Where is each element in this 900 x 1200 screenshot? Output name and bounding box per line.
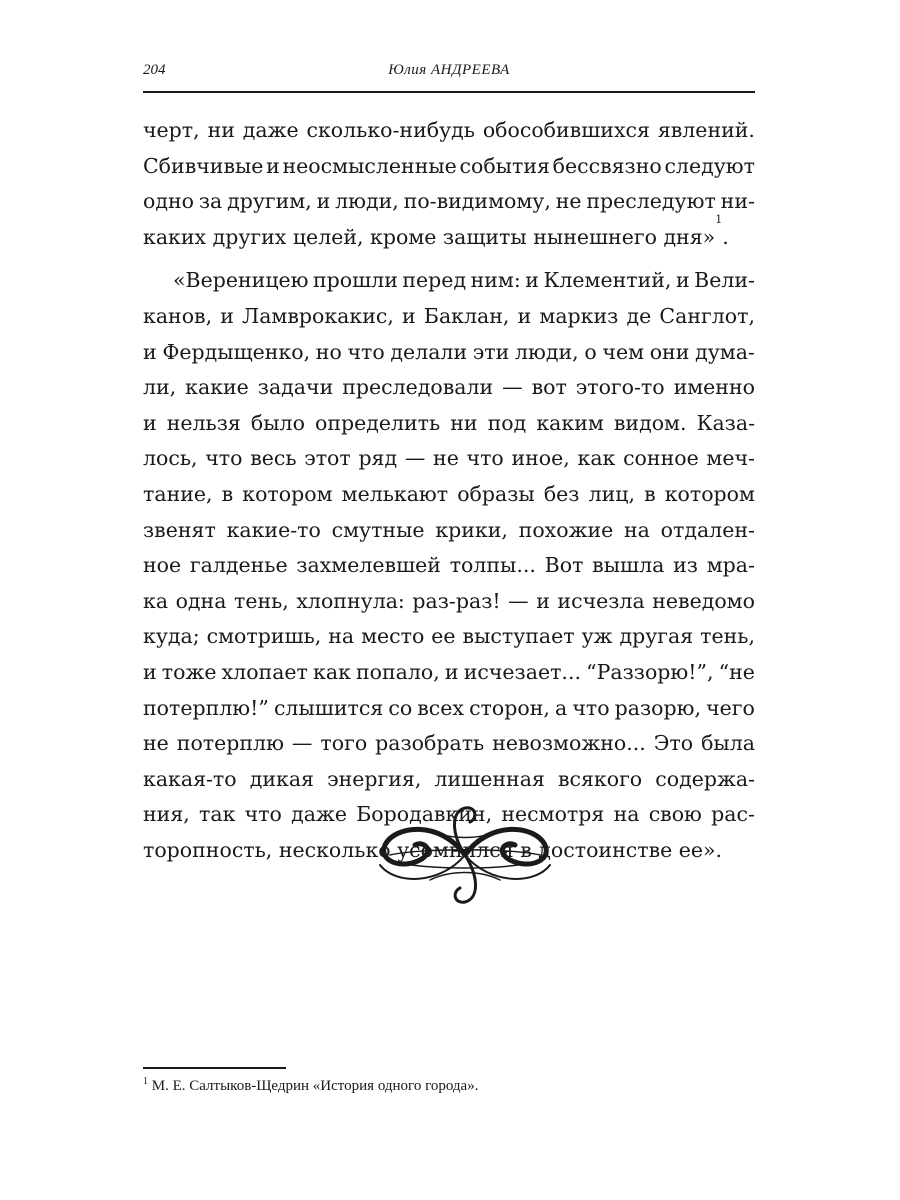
word: в bbox=[221, 481, 234, 506]
word: несмотря bbox=[501, 802, 605, 827]
word: толпы... bbox=[449, 553, 536, 578]
word: попало, bbox=[356, 659, 440, 684]
text-line bbox=[143, 113, 755, 149]
word: энергия, bbox=[327, 766, 422, 791]
word: тание, bbox=[143, 481, 213, 506]
word: ли, bbox=[143, 375, 177, 400]
word: разобрать bbox=[375, 731, 485, 756]
text-line bbox=[143, 726, 755, 762]
word: сонное bbox=[623, 446, 699, 471]
word: — bbox=[404, 446, 426, 471]
word: чего bbox=[706, 695, 755, 720]
word: прошли bbox=[313, 268, 398, 293]
text-line bbox=[143, 762, 755, 798]
text-line bbox=[143, 212, 755, 256]
word: потерплю bbox=[176, 731, 284, 756]
word: мелькают bbox=[341, 481, 449, 506]
text-line bbox=[143, 263, 755, 299]
word: что bbox=[205, 446, 243, 471]
word: ка bbox=[143, 588, 169, 613]
word: сторон, bbox=[469, 695, 550, 720]
text-line bbox=[143, 655, 755, 691]
word: захмелевшей bbox=[296, 553, 441, 578]
text-line bbox=[143, 184, 755, 220]
word: — bbox=[508, 588, 529, 613]
word: из bbox=[673, 553, 698, 578]
word: тоже bbox=[161, 659, 217, 684]
word: в bbox=[644, 481, 656, 506]
text-line bbox=[143, 548, 755, 584]
word: канов, bbox=[143, 303, 213, 328]
word: даже bbox=[242, 118, 299, 142]
word: — bbox=[502, 375, 523, 400]
word: «Вереницею bbox=[173, 268, 309, 293]
word: перед bbox=[402, 268, 467, 293]
word: и bbox=[525, 268, 539, 293]
word: Бородавкин, bbox=[356, 802, 493, 827]
word: ное bbox=[143, 553, 182, 578]
text-line bbox=[143, 406, 755, 442]
word: неведомо bbox=[652, 588, 755, 613]
word: меч- bbox=[706, 446, 755, 471]
word: и bbox=[266, 153, 280, 178]
word: Это bbox=[653, 731, 694, 756]
word: раз-раз! bbox=[412, 588, 501, 613]
word: ряд bbox=[358, 446, 398, 471]
word: и bbox=[316, 189, 331, 214]
word: делали bbox=[390, 339, 468, 364]
word: Баклан, bbox=[423, 303, 510, 328]
word: смутные bbox=[331, 517, 425, 542]
word: Каза- bbox=[696, 410, 755, 435]
word: что bbox=[347, 339, 385, 364]
word: бессвязно bbox=[552, 153, 662, 178]
word: всякого bbox=[557, 766, 643, 791]
word: отдален- bbox=[660, 517, 755, 542]
word: и bbox=[444, 659, 459, 684]
word: невозможно... bbox=[492, 731, 646, 756]
word: нельзя bbox=[166, 410, 241, 435]
word: другим, bbox=[227, 189, 312, 214]
word: чем bbox=[602, 339, 645, 364]
text-line bbox=[143, 584, 755, 620]
word: одна bbox=[175, 588, 227, 613]
word: этого-то bbox=[575, 375, 665, 400]
word: всех bbox=[417, 695, 464, 720]
word: ни bbox=[450, 410, 478, 435]
word: эти bbox=[472, 339, 510, 364]
word: ни bbox=[207, 118, 235, 142]
word: как bbox=[577, 446, 616, 471]
word: и bbox=[143, 339, 157, 364]
text-line bbox=[143, 513, 755, 549]
word: было bbox=[250, 410, 305, 435]
word: звенят bbox=[143, 517, 216, 542]
word: вышла bbox=[592, 553, 665, 578]
word: обособившихся bbox=[482, 118, 650, 142]
word: другая bbox=[619, 624, 694, 649]
word: ни- bbox=[720, 189, 755, 214]
word: видом. bbox=[613, 410, 687, 435]
line-text: торопность, несколько усомнился в достоинстве ее». bbox=[143, 837, 723, 862]
word: преследуют bbox=[586, 189, 716, 214]
word: на bbox=[624, 517, 650, 542]
word: крики, bbox=[435, 517, 508, 542]
word: задачи bbox=[257, 375, 334, 400]
word: и bbox=[536, 588, 550, 613]
word: Ламврокакис, bbox=[242, 303, 394, 328]
word: ее bbox=[431, 624, 456, 649]
word: исчезает... bbox=[463, 659, 581, 684]
word: определить bbox=[314, 410, 441, 435]
word: и bbox=[143, 659, 157, 684]
word: лишенная bbox=[434, 766, 545, 791]
word: под bbox=[487, 410, 527, 435]
word: иное, bbox=[511, 446, 570, 471]
text-line bbox=[143, 441, 755, 477]
running-title: Юлия АНДРЕЕВА bbox=[388, 62, 510, 78]
word: хлопнула: bbox=[296, 588, 405, 613]
footnote bbox=[143, 1076, 478, 1095]
word: о bbox=[584, 339, 597, 364]
line-text: . bbox=[722, 224, 729, 249]
word: как bbox=[313, 659, 351, 684]
word: свою bbox=[648, 802, 702, 827]
text-line bbox=[143, 691, 755, 727]
word: и bbox=[220, 303, 234, 328]
word: тень, bbox=[700, 624, 755, 649]
paragraph-1 bbox=[143, 113, 755, 220]
word: слышится bbox=[273, 695, 384, 720]
word: галденье bbox=[189, 553, 288, 578]
word: сколько-нибудь bbox=[306, 118, 475, 142]
word: весь bbox=[250, 446, 297, 471]
word: одно bbox=[143, 189, 194, 214]
word: место bbox=[361, 624, 425, 649]
word: черт, bbox=[143, 118, 200, 142]
word: исчезла bbox=[557, 588, 645, 613]
word: не bbox=[555, 189, 582, 214]
word: ния, bbox=[143, 802, 190, 827]
word: какие-то bbox=[226, 517, 321, 542]
word: куда; bbox=[143, 624, 200, 649]
word: и bbox=[517, 303, 532, 328]
calligraphic-flourish-icon bbox=[370, 800, 560, 910]
word: этот bbox=[304, 446, 351, 471]
paragraph-2 bbox=[143, 263, 755, 833]
word: какая-то bbox=[143, 766, 237, 791]
text-line bbox=[143, 370, 755, 406]
word: потерплю!” bbox=[143, 695, 269, 720]
word: Санглот, bbox=[659, 303, 755, 328]
word: что bbox=[244, 802, 282, 827]
word: неосмысленные bbox=[282, 153, 457, 178]
header-rule bbox=[143, 91, 755, 93]
word: за bbox=[198, 189, 223, 214]
word: хлопает bbox=[221, 659, 308, 684]
word: какие bbox=[185, 375, 249, 400]
word: — bbox=[291, 731, 313, 756]
footnote-number: 1 bbox=[143, 1076, 148, 1087]
word: именно bbox=[673, 375, 755, 400]
page-number: 204 bbox=[143, 62, 166, 78]
word: Фердыщенко, bbox=[162, 339, 311, 364]
word: Вели- bbox=[694, 268, 755, 293]
word: того bbox=[320, 731, 368, 756]
word: маркиз bbox=[539, 303, 619, 328]
word: котором bbox=[242, 481, 333, 506]
word: не bbox=[433, 446, 459, 471]
word: дикая bbox=[249, 766, 314, 791]
word: была bbox=[701, 731, 755, 756]
word: лиц, bbox=[588, 481, 635, 506]
word: выступает bbox=[462, 624, 575, 649]
word: а bbox=[554, 695, 568, 720]
text-line bbox=[143, 299, 755, 335]
word: явлений. bbox=[657, 118, 755, 142]
word: содержа- bbox=[655, 766, 755, 791]
word: люди, bbox=[335, 189, 399, 214]
word: но bbox=[315, 339, 342, 364]
word: тень, bbox=[234, 588, 289, 613]
word: де bbox=[626, 303, 652, 328]
word: каким bbox=[536, 410, 604, 435]
word: события bbox=[459, 153, 550, 178]
word: лось, bbox=[143, 446, 198, 471]
word: и bbox=[402, 303, 416, 328]
word: что bbox=[572, 695, 610, 720]
word: и bbox=[143, 410, 157, 435]
word: “не bbox=[718, 659, 755, 684]
word: на bbox=[328, 624, 355, 649]
word: по-видимому, bbox=[403, 189, 551, 214]
word: ним: bbox=[470, 268, 521, 293]
word: разорю, bbox=[614, 695, 702, 720]
text-line bbox=[143, 477, 755, 513]
footnote-text: М. Е. Салтыков-Щедрин «История одного города». bbox=[148, 1078, 479, 1094]
word: на bbox=[613, 802, 640, 827]
word: не bbox=[143, 731, 169, 756]
word: котором bbox=[664, 481, 755, 506]
line-text: каких других целей, кроме защиты нынешнего дня» bbox=[143, 224, 716, 249]
word: что bbox=[466, 446, 504, 471]
word: образы bbox=[457, 481, 535, 506]
word: вот bbox=[531, 375, 567, 400]
word: дума- bbox=[695, 339, 755, 364]
word: Сбивчивые bbox=[143, 153, 264, 178]
word: уж bbox=[581, 624, 613, 649]
word: со bbox=[388, 695, 413, 720]
word: мра- bbox=[706, 553, 755, 578]
word: и bbox=[675, 268, 690, 293]
word: люди, bbox=[514, 339, 579, 364]
word: преследовали bbox=[342, 375, 494, 400]
word: Клементий, bbox=[543, 268, 672, 293]
word: рас- bbox=[711, 802, 755, 827]
word: они bbox=[649, 339, 690, 364]
word: даже bbox=[291, 802, 347, 827]
text-line bbox=[143, 619, 755, 655]
word: следуют bbox=[664, 153, 755, 178]
word: смотришь, bbox=[206, 624, 322, 649]
word: Вот bbox=[544, 553, 584, 578]
footnote-reference[interactable]: 1 bbox=[715, 212, 723, 226]
footnote-rule bbox=[143, 1067, 286, 1069]
body-text bbox=[143, 113, 755, 868]
word: так bbox=[199, 802, 236, 827]
text-line bbox=[143, 335, 755, 371]
word: похожие bbox=[518, 517, 614, 542]
text-line bbox=[143, 149, 755, 185]
word: без bbox=[543, 481, 580, 506]
word: “Раззорю!”, bbox=[586, 659, 714, 684]
